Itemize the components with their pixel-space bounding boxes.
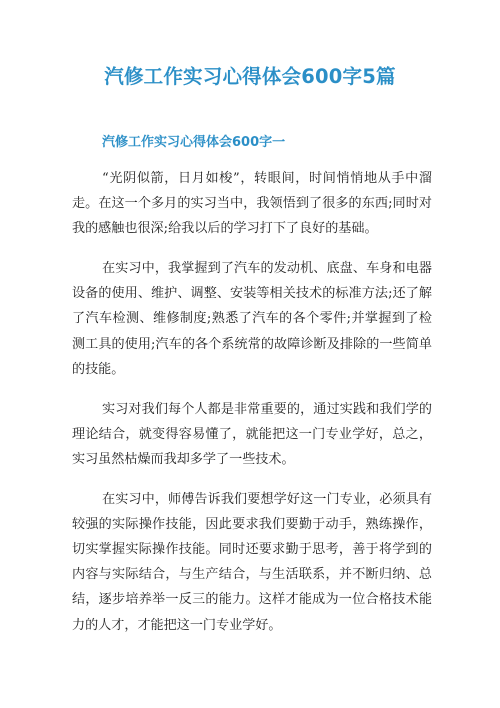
paragraph-2: 在实习中，我掌握到了汽车的发动机、底盘、车身和电器设备的使用、维护、调整、安装等相关技术的标准方法;还了解了汽车检测、维修制度;熟悉了汽车的各个零件;并掌握到了检测工具的使用;汽车的各个系统常的故障诊断及排除的一些简单的技能。 [72,261,432,377]
paragraph-4: 在实习中，师傅告诉我们要想学好这一门专业，必须具有较强的实际操作技能，因此要求我们要勤于动手，熟练操作，切实掌握实际操作技能。同时还要求勤于思考，善于将学到的内容与实际结合，与生产结合，与生活联系，并不断归纳、总结，逐步培养举一反三的能力。这样才能成为一位合格技术能力的人才，才能把这一门专业学好。 [72,492,432,633]
document-body [72,166,432,653]
paragraph-1: “光阴似箭，日月如梭”，转眼间，时间悄悄地从手中溜走。在这一个多月的实习当中，我领悟到了很多的东西;同时对我的感触也很深;给我以后的学习打下了良好的基础。 [72,171,432,237]
section-heading: 汽修工作实习心得体会600字一 [102,135,286,150]
document-title: 汽修工作实习心得体会600字5篇 [104,65,396,88]
paragraph-3: 实习对我们每个人都是非常重要的，通过实践和我们学的理论结合，就变得容易懂了，就能把这一门专业学好，总之，实习虽然枯燥而我却多学了一些技术。 [72,401,432,467]
